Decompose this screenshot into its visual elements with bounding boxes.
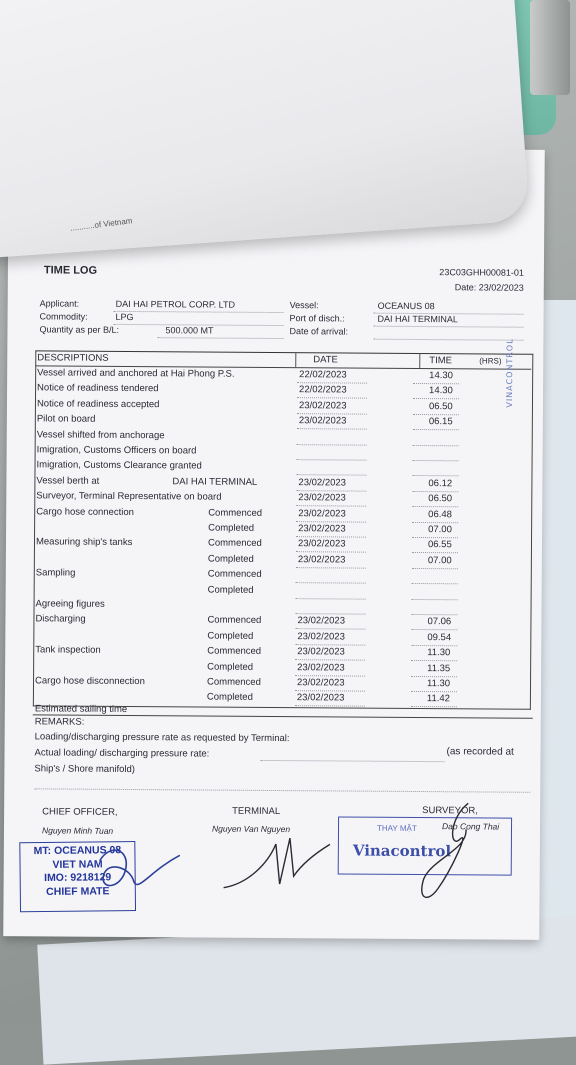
ship-stamp-line: CHIEF MATE [21,885,135,900]
info-arrival-label: Date of arrival: [289,326,348,336]
info-commodity-label: Commodity: [40,311,88,321]
row-status: Commenced [207,646,261,657]
info-vessel-label: Vessel: [290,300,319,310]
row-date: 23/02/2023 [297,693,345,704]
remarks-rule [33,714,533,718]
row-status: Commenced [208,507,262,518]
document-title: TIME LOG [44,264,97,276]
ship-stamp-line: IMO: 9218129 [21,871,135,886]
header-date: DATE [313,354,338,365]
surveyor-signature [407,799,498,910]
row-date: 23/02/2023 [297,646,345,657]
row-date: 23/02/2023 [299,400,347,411]
remarks-label: REMARKS: [35,716,85,727]
row-description: Notice of readiness tendered [37,383,159,395]
row-status: Completed [207,630,253,641]
info-vessel-value: OCEANUS 08 [378,301,435,311]
row-time: 11.42 [427,693,450,704]
row-time: 06.55 [428,539,452,550]
surveyor-name: Dao Cong Thai [442,821,499,831]
row-description: Agreeing figures [36,598,105,609]
row-date: 23/02/2023 [299,415,347,426]
row-date: 23/02/2023 [298,523,346,534]
terminal-title: TERMINAL [232,806,280,817]
row-status: Completed [208,523,254,534]
remarks-line-3: Ship's / Shore manifold) [34,763,135,775]
row-time: 09.54 [427,632,451,643]
row-description: Sampling [36,568,76,579]
row-time: 07.00 [428,555,452,566]
info-quantity-label: Quantity as per B/L: [39,324,119,335]
dotted-line [374,326,524,328]
row-description: Tank inspection [35,645,101,656]
info-port-value: DAI HAI TERMINAL [378,314,458,325]
row-description: Notice of readiness accepted [37,398,160,410]
chief-officer-signature [89,841,189,912]
dotted-line [157,337,283,339]
row-status: Commenced [208,538,262,549]
side-stamp: VINACONTROL [505,338,514,407]
row-date: 23/02/2023 [298,508,346,519]
chief-officer-title: CHIEF OFFICER, [42,806,118,818]
row-status: DAI HAI TERMINAL [172,476,257,488]
row-date: 23/02/2023 [297,631,345,642]
row-description: Discharging [35,614,85,625]
row-description: Vessel berth at [36,475,99,486]
stamp-brand: Vinacontrol [353,842,451,861]
row-date: 23/02/2023 [297,662,345,673]
ship-stamp-line: MT: OCEANUS 08 [20,844,134,859]
remarks-line-2: Actual loading/ discharging pressure rate: [34,747,209,759]
row-time: 06.50 [429,401,453,412]
row-time: 06.12 [428,478,452,489]
row-date: 23/02/2023 [298,492,346,503]
row-time: 14.30 [429,370,453,381]
row-time: 11.30 [427,647,450,658]
time-log-document [3,146,545,940]
header-hrs: (HRS) [479,356,501,365]
row-description: Vessel arrived and anchored at Hai Phong P.S. [37,367,234,379]
info-port-label: Port of disch.: [290,313,345,323]
row-description: Cargo hose connection [36,506,134,518]
row-status: Commenced [207,677,261,688]
stapler-arm [530,0,570,95]
row-time: 06.50 [428,493,452,504]
row-time: 07.00 [428,524,452,535]
row-time: 14.30 [429,385,453,396]
row-date: 23/02/2023 [297,616,345,627]
row-description: Imigration, Customs Clearance granted [36,460,201,472]
row-status: Completed [208,553,254,564]
dotted-line [34,788,530,792]
row-description: Vessel shifted from anchorage [37,429,165,441]
row-time: 11.30 [427,678,450,689]
row-date: 22/02/2023 [299,369,347,380]
row-status: Commenced [208,569,262,580]
column-divider [419,353,420,368]
remarks-line-1: Loading/discharging pressure rate as requested by Terminal: [35,731,290,744]
dotted-line [114,311,284,313]
header-descriptions: DESCRIPTIONS [37,352,108,363]
ship-stamp-line: VIET NAM [20,858,134,873]
terminal-signature [218,824,338,895]
terminal-name: Nguyen Van Nguyen [212,824,290,835]
row-status: Completed [207,661,253,672]
row-time: 11.35 [427,663,450,674]
row-description: Measuring ship's tanks [36,537,132,549]
dotted-line [373,339,523,341]
row-date: 23/02/2023 [298,554,346,565]
row-description: Surveyor, Terminal Representative on board [36,491,221,503]
info-commodity-value: LPG [116,312,134,322]
row-description: Pilot on board [37,414,96,425]
chief-officer-name: Nguyen Minh Tuan [42,825,113,835]
surveyor-title: SURVEYOR, [422,805,478,816]
row-date: 23/02/2023 [298,477,346,488]
curled-page [0,0,530,259]
row-time: 06.48 [428,509,452,520]
row-date: 23/02/2023 [297,677,345,688]
stamp-prefix: THAY MẶT [377,824,417,833]
curled-page-text: ...........of Vietnam [70,216,133,233]
row-date: 22/02/2023 [299,385,347,396]
row-status: Commenced [207,615,261,626]
row-date: 23/02/2023 [298,539,346,550]
document-date: Date: 23/02/2023 [455,282,524,292]
reference-number: 23C03GHH00081-01 [439,267,524,278]
estimated-sailing: Estimated sailing time [35,703,127,715]
row-description: Imigration, Customs Officers on board [37,444,197,456]
row-description: Cargo hose disconnection [35,675,145,687]
remarks-aside: (as recorded at [447,746,514,757]
info-applicant-value: DAI HAI PETROL CORP. LTD [116,299,235,310]
row-status: Completed [208,584,254,595]
info-applicant-label: Applicant: [40,298,80,308]
dotted-line [260,760,444,762]
row-time: 06.15 [429,416,453,427]
header-time: TIME [429,355,452,366]
row-status: Completed [207,692,253,703]
info-quantity-value: 500.000 MT [165,325,213,335]
column-divider [295,352,296,367]
row-time: 07.06 [427,616,451,627]
